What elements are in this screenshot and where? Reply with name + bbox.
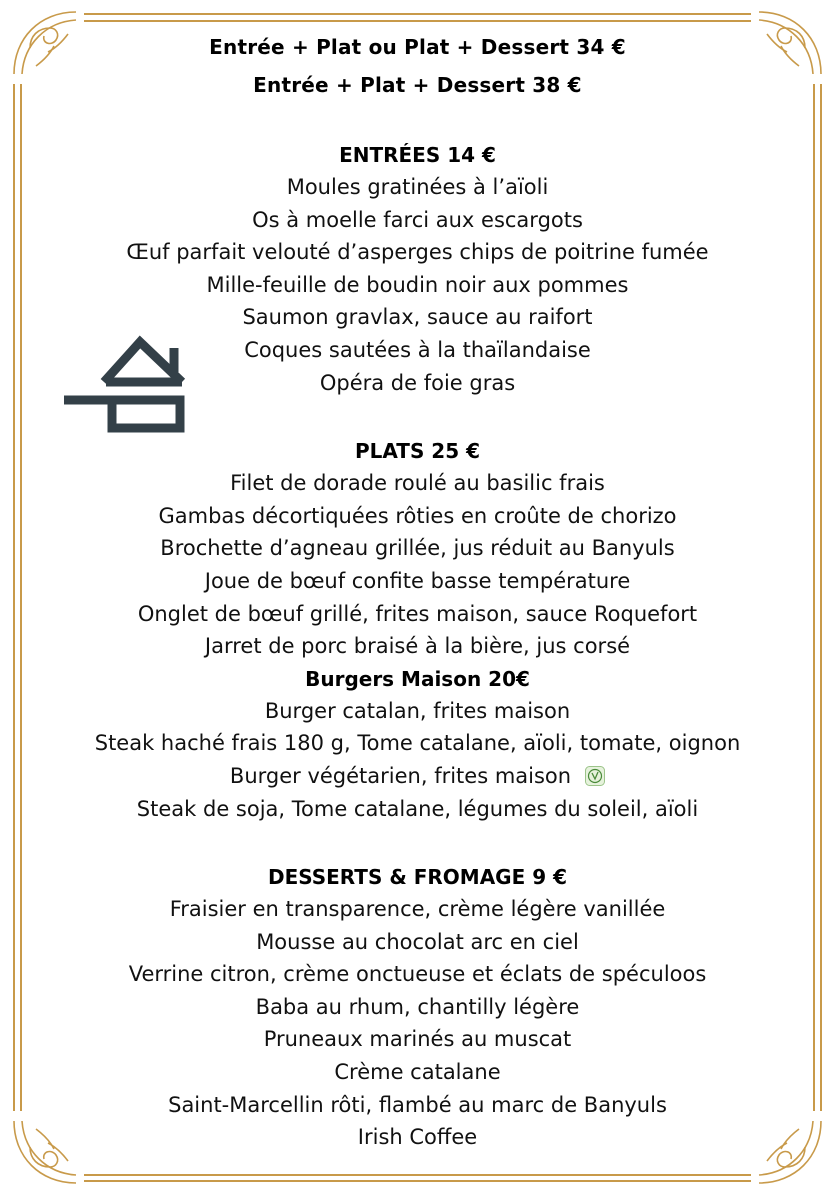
menu-item: Verrine citron, crème onctueuse et éclats de spéculoos: [128, 962, 707, 987]
menu-item: Brochette d’agneau grillée, jus réduit au Banyuls: [160, 536, 675, 561]
menu-item: Fraisier en transparence, crème légère vanillée: [169, 897, 666, 922]
section-title-entrees: ENTRÉES 14 €: [339, 143, 496, 167]
vegetarian-leaf-icon: [585, 766, 605, 786]
menu-item: Coques sautées à la thaïlandaise: [244, 337, 591, 362]
menu-item: Onglet de bœuf grillé, frites maison, sauce Roquefort: [137, 601, 698, 626]
menu-item: Moules gratinées à l’aïoli: [286, 175, 549, 199]
menu-item: Joue de bœuf confite basse température: [204, 568, 631, 593]
menu-item-label: Burger végétarien, frites maison: [229, 763, 572, 788]
menu-item: Os à moelle farci aux escargots: [252, 207, 583, 232]
section-title-plats: PLATS 25 €: [354, 439, 481, 464]
formula-price: Entrée + Plat + Dessert 38 €: [253, 73, 582, 97]
menu-item: Burger catalan, frites maison: [264, 698, 571, 723]
menu-item: Mille-feuille de boudin noir aux pommes: [206, 272, 629, 297]
menu-item: Gambas décortiquées rôties en croûte de chorizo: [158, 503, 677, 528]
section-title-burgers: Burgers Maison 20€: [305, 666, 530, 691]
menu-content: [40, 28, 795, 1154]
menu-item: Crème catalane: [334, 1060, 501, 1085]
menu-item-vegetarian: [40, 760, 795, 793]
menu-item: Mousse au chocolat arc en ciel: [256, 929, 579, 954]
section-title-desserts: DESSERTS & FROMAGE 9 €: [267, 865, 568, 890]
menu-item: Steak de soja, Tome catalane, légumes du soleil, aïoli: [136, 796, 699, 821]
menu-item: Steak haché frais 180 g, Tome catalane, aïoli, tomate, oignon: [94, 731, 741, 756]
menu-item: Irish Coffee: [357, 1125, 478, 1150]
menu-item: Saumon gravlax, sauce au raifort: [242, 305, 593, 330]
menu-item: Baba au rhum, chantilly légère: [255, 994, 580, 1019]
menu-item: Jarret de porc braisé à la bière, jus corsé: [204, 634, 631, 659]
menu-item: Saint-Marcellin rôti, flambé au marc de Banyuls: [168, 1092, 667, 1117]
menu-item: Œuf parfait velouté d’asperges chips de poitrine fumée: [126, 240, 709, 265]
menu-item: Opéra de foie gras: [319, 370, 516, 395]
formula-price: Entrée + Plat ou Plat + Dessert 34 €: [209, 35, 626, 59]
menu-item: Filet de dorade roulé au basilic frais: [230, 471, 605, 496]
menu-item: Pruneaux marinés au muscat: [263, 1027, 572, 1052]
